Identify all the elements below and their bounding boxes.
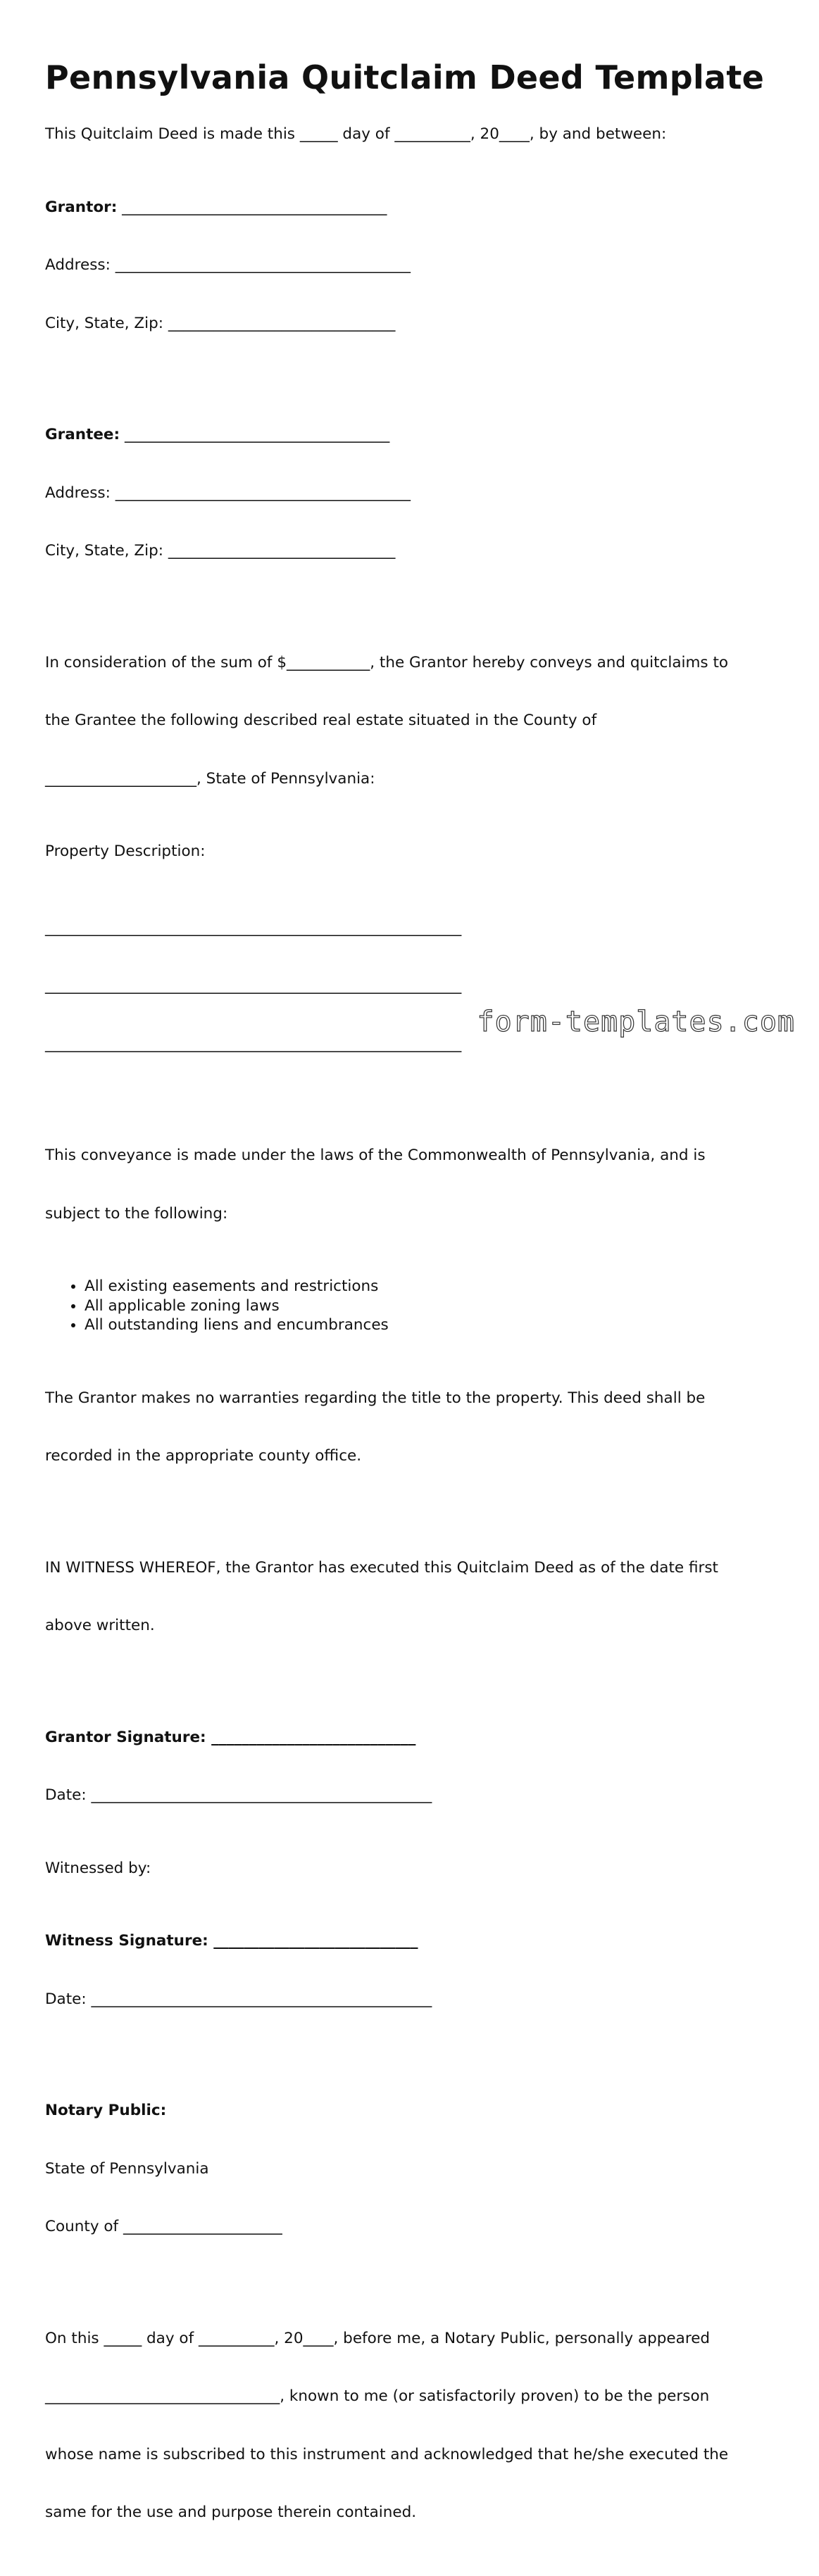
warranty-paragraph	[45, 1350, 784, 1505]
witness-whereof-paragraph	[45, 1520, 784, 1674]
witness-signature-line	[45, 1931, 784, 1951]
acknowledgment-line: On this _____ day of __________, 20____, before me, a Notary Public, personally appeared	[45, 2329, 711, 2347]
property-line: _______________________________________________________	[45, 1035, 462, 1053]
grantee-section	[45, 386, 784, 600]
conveyance-paragraph	[45, 1107, 784, 1262]
list-item: • All outstanding liens and encumbrances	[85, 1315, 784, 1335]
witnessed-by: Witnessed by:	[45, 1859, 151, 1877]
notary-section	[45, 2062, 784, 2275]
warranty-line: The Grantor makes no warranties regarding the title to the property. This deed shall be	[45, 1389, 706, 1407]
page-title: Pennsylvania Quitclaim Deed Template	[45, 58, 765, 96]
notary-label: Notary Public:	[45, 2102, 167, 2119]
grantee-label: Grantee:	[45, 426, 120, 443]
grantor-signature-blank: ___________________________	[206, 1728, 416, 1746]
intro-paragraph: This Quitclaim Deed is made this _____ day of __________, 20____, by and between:	[45, 125, 667, 143]
grantor-section	[45, 159, 784, 372]
acknowledgment-line: _______________________________, known to me (or satisfactorily proven) to be the person	[45, 2387, 710, 2405]
grantor-name-line	[45, 198, 784, 217]
grantor-signature-label: Grantor Signature:	[45, 1728, 206, 1746]
grantor-address-line: Address: _______________________________________	[45, 256, 411, 274]
consideration-line: In consideration of the sum of $___________, the Grantor hereby conveys and quitclaims to	[45, 653, 729, 671]
grantor-name-blank: ___________________________________	[117, 198, 387, 216]
grantor-signature-line	[45, 1728, 784, 1748]
property-line: _______________________________________________________	[45, 977, 462, 995]
list-item: • All existing easements and restrictions	[85, 1277, 784, 1296]
grantee-name-blank: ___________________________________	[120, 426, 390, 443]
consideration-line: the Grantee the following described real estate situated in the County of	[45, 712, 597, 729]
notary-state: State of Pennsylvania	[45, 2159, 209, 2178]
deed-document	[45, 55, 784, 2576]
grantee-address-line: Address: _______________________________________	[45, 484, 411, 502]
acknowledgment-line: whose name is subscribed to this instrument and acknowledged that he/she executed the	[45, 2445, 729, 2463]
notary-county: County of _____________________	[45, 2218, 282, 2235]
property-line: _______________________________________________________	[45, 918, 462, 937]
property-description-label: Property Description:	[45, 842, 206, 860]
conveyance-line: subject to the following:	[45, 1204, 228, 1223]
grantee-city-line: City, State, Zip: ______________________________	[45, 542, 396, 560]
witness-signature-section	[45, 1893, 784, 2047]
consideration-paragraph	[45, 614, 784, 828]
conveyance-line: This conveyance is made under the laws of the Commonwealth of Pennsylvania, and is	[45, 1147, 706, 1164]
witness-whereof-line: IN WITNESS WHEREOF, the Grantor has executed this Quitclaim Deed as of the date first	[45, 1558, 718, 1577]
grantee-name-line	[45, 425, 784, 445]
witness-signature-date: Date: _____________________________________________	[45, 1990, 432, 2008]
witness-signature-blank: ___________________________	[208, 1932, 418, 1950]
grantor-city-line: City, State, Zip: ______________________________	[45, 314, 396, 332]
grantor-label: Grantor:	[45, 198, 118, 216]
acknowledgment-paragraph	[45, 2290, 784, 2561]
conditions-list	[45, 1277, 784, 1335]
consideration-line: ____________________, State of Pennsylvania:	[45, 769, 375, 788]
property-description-lines	[45, 880, 784, 1093]
witness-whereof-line: above written.	[45, 1617, 155, 1634]
watermark: form-templates.com	[477, 1006, 795, 1038]
list-item: • All applicable zoning laws	[85, 1296, 784, 1316]
witness-signature-label: Witness Signature:	[45, 1932, 208, 1950]
grantor-signature-section	[45, 1689, 784, 1844]
acknowledgment-line: same for the use and purpose therein contained.	[45, 2504, 417, 2521]
grantor-signature-date: Date: _____________________________________________	[45, 1786, 432, 1804]
warranty-line: recorded in the appropriate county office.	[45, 1447, 362, 1465]
